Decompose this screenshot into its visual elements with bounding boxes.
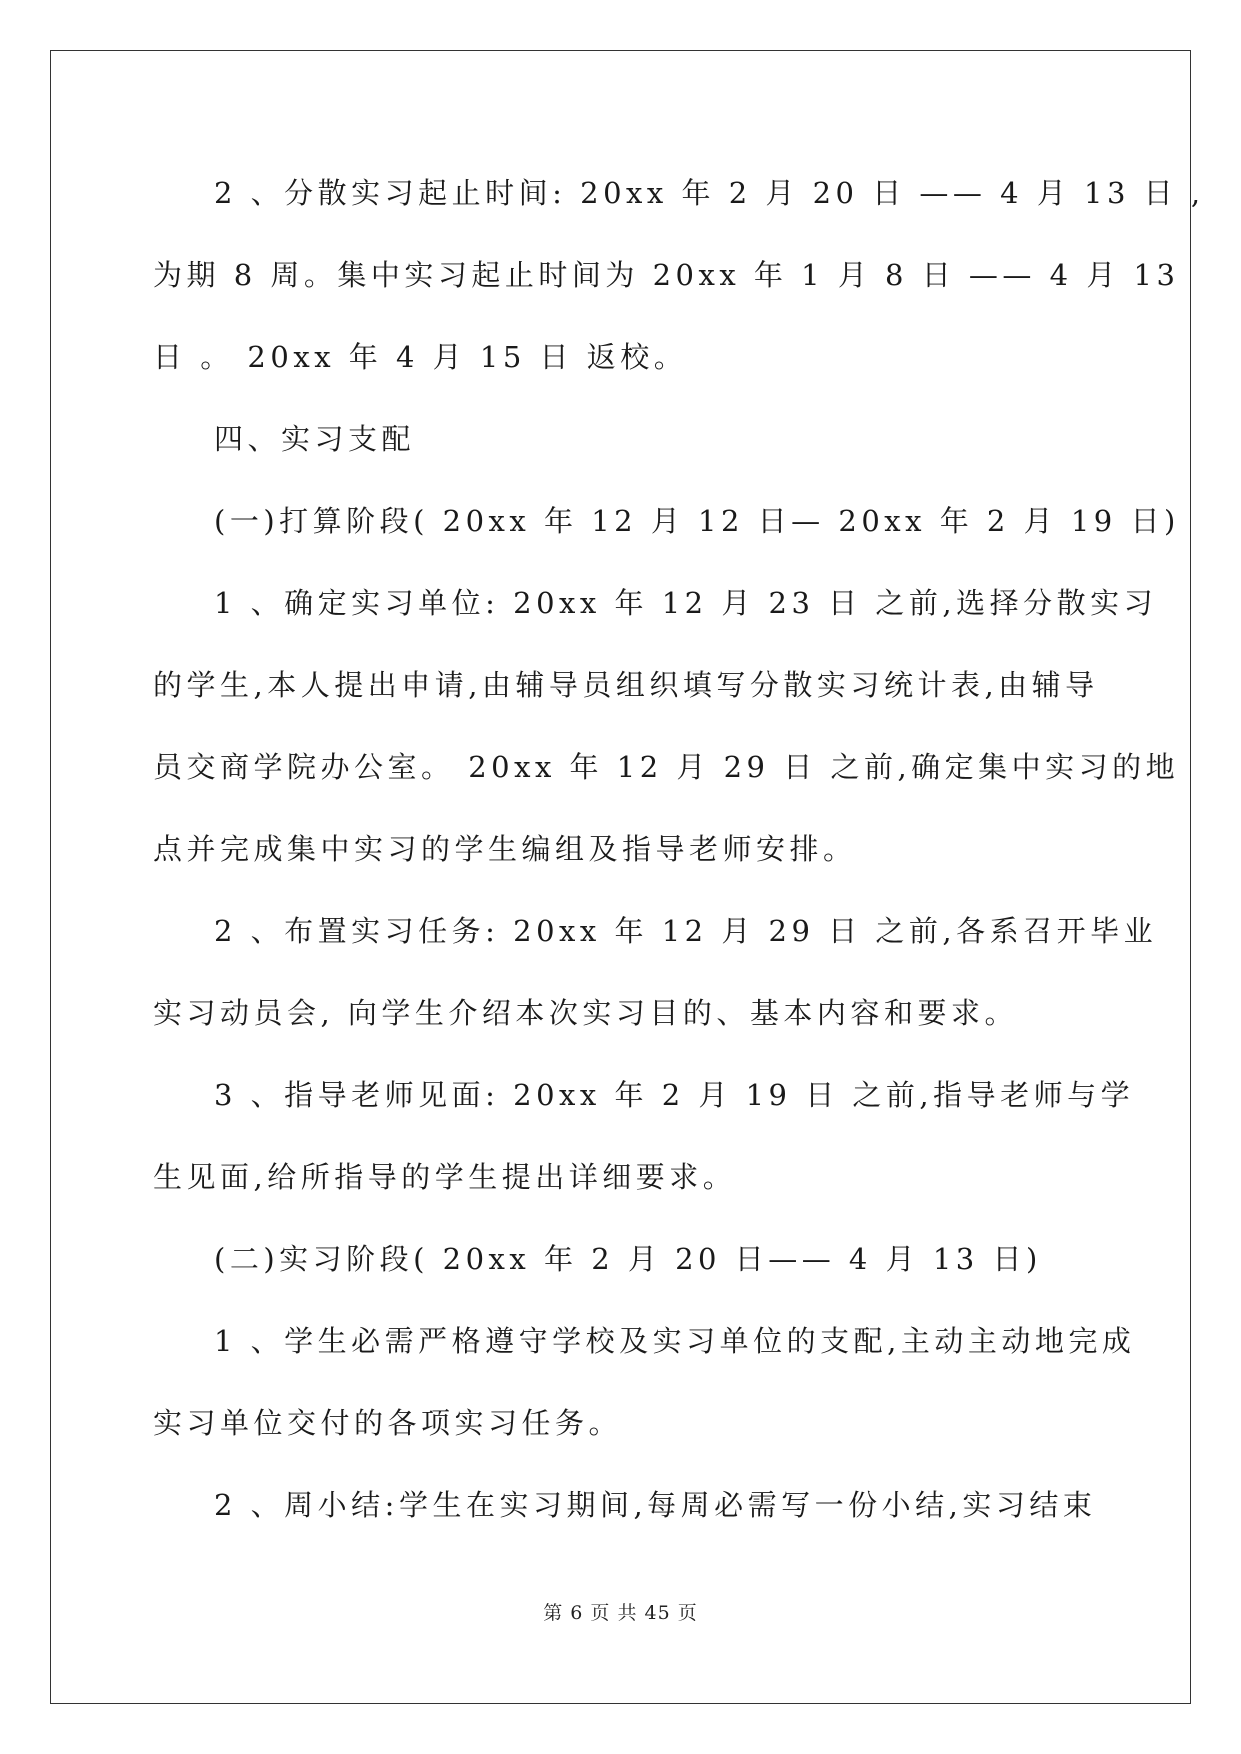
text-line: 日 。 20xx 年 4 月 15 日 返校。 bbox=[153, 340, 688, 374]
text-line: 3 、指导老师见面: 20xx 年 2 月 19 日 之前,指导老师与学 bbox=[214, 1078, 1135, 1112]
page-number-footer: 第 6 页 共 45 页 bbox=[543, 1602, 698, 1624]
section-heading: 四、实习支配 bbox=[214, 422, 416, 456]
text-line: 2 、周小结:学生在实习期间,每周必需写一份小结,实习结束 bbox=[214, 1488, 1097, 1522]
text-line: 1 、确定实习单位: 20xx 年 12 月 23 日 之前,选择分散实习 bbox=[214, 586, 1158, 620]
text-line: 1 、学生必需严格遵守学校及实习单位的支配,主动主动地完成 bbox=[214, 1324, 1136, 1358]
page-border bbox=[50, 50, 1191, 1704]
subsection-heading: (二)实习阶段( 20xx 年 2 月 20 日—— 4 月 13 日) bbox=[214, 1242, 1042, 1276]
text-line: 员交商学院办公室。 20xx 年 12 月 29 日 之前,确定集中实习的地 bbox=[153, 750, 1180, 784]
text-line: 生见面,给所指导的学生提出详细要求。 bbox=[153, 1160, 737, 1194]
text-line: 的学生,本人提出申请,由辅导员组织填写分散实习统计表,由辅导 bbox=[153, 668, 1099, 702]
text-line: 2 、分散实习起止时间: 20xx 年 2 月 20 日 —— 4 月 13 日 , bbox=[214, 176, 1205, 210]
subsection-heading: (一)打算阶段( 20xx 年 12 月 12 日— 20xx 年 2 月 19 日) bbox=[214, 504, 1180, 538]
text-line: 为期 8 周。集中实习起止时间为 20xx 年 1 月 8 日 —— 4 月 13 bbox=[153, 258, 1180, 292]
text-line: 实习动员会, 向学生介绍本次实习目的、基本内容和要求。 bbox=[153, 996, 1018, 1030]
text-line: 实习单位交付的各项实习任务。 bbox=[153, 1406, 623, 1440]
text-line: 点并完成集中实习的学生编组及指导老师安排。 bbox=[153, 832, 857, 866]
text-line: 2 、布置实习任务: 20xx 年 12 月 29 日 之前,各系召开毕业 bbox=[214, 914, 1158, 948]
